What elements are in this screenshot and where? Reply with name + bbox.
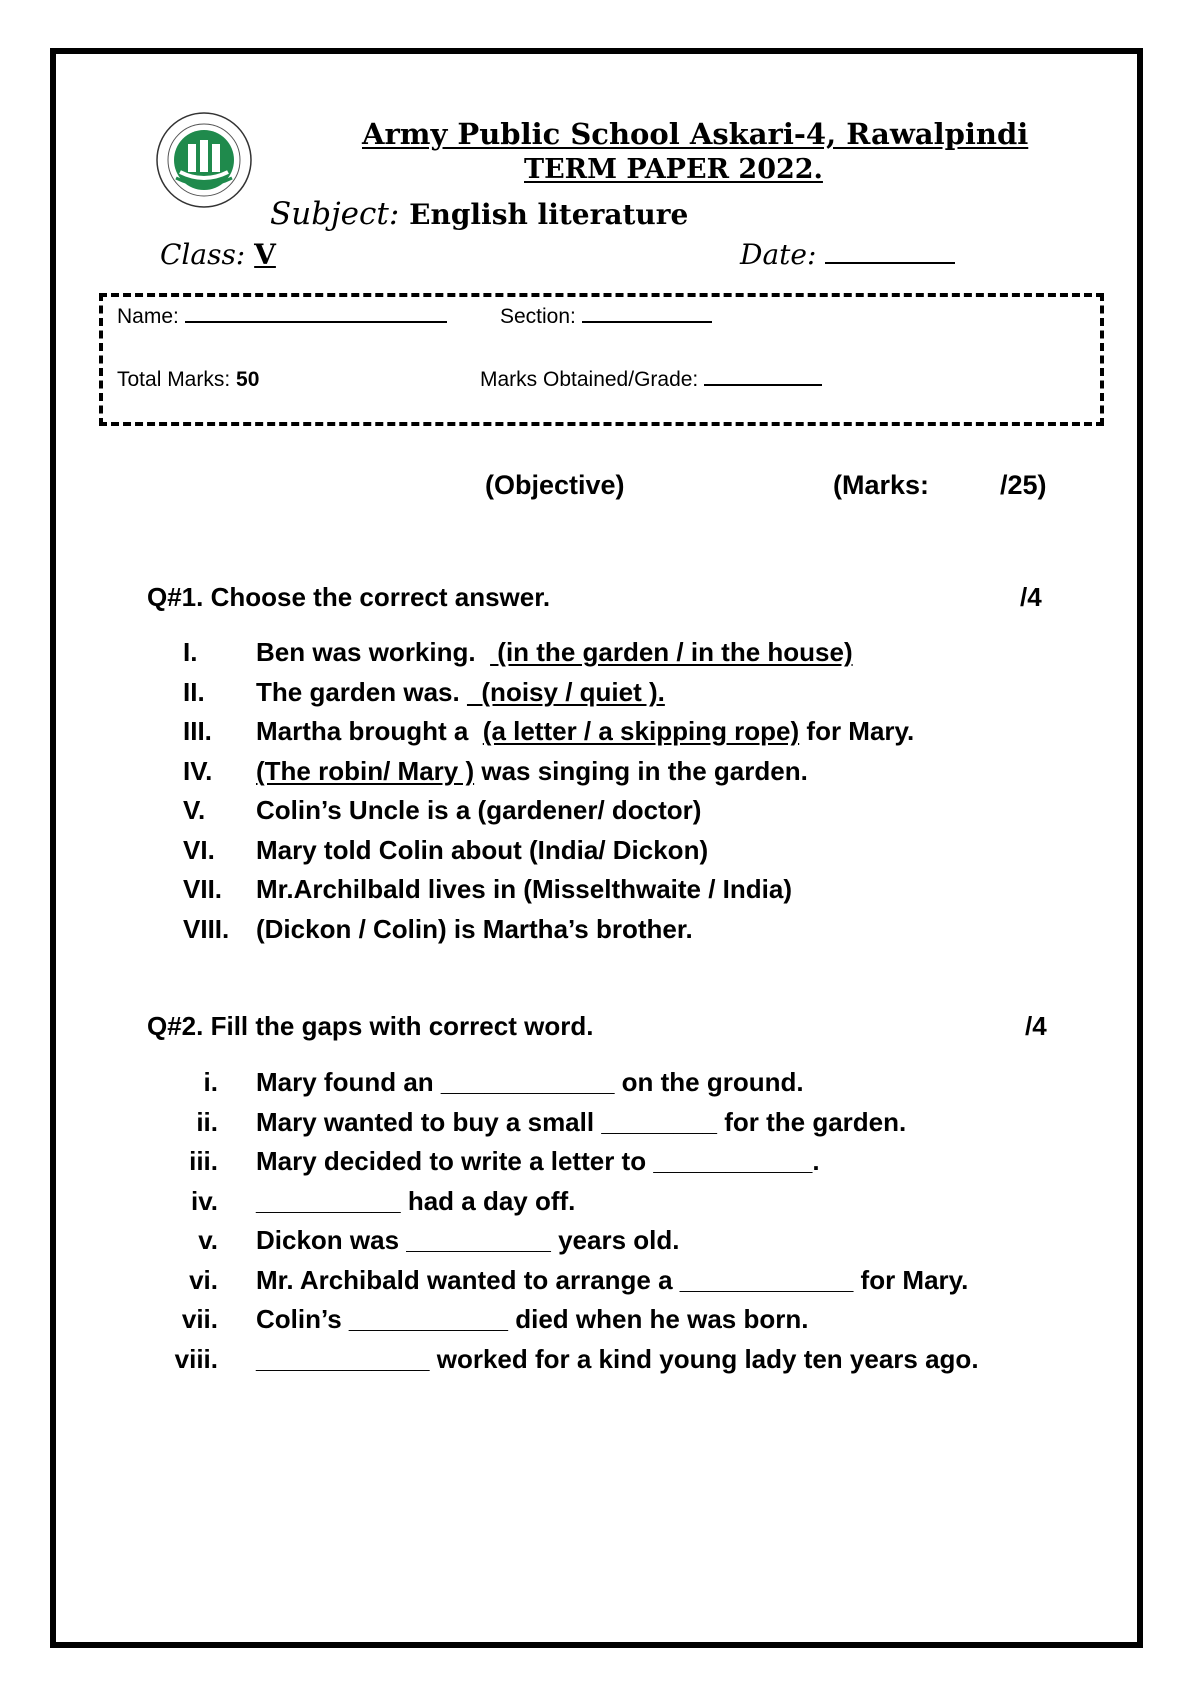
marks-obtained-blank[interactable]	[704, 383, 822, 386]
q1-item-number: IV.	[183, 756, 213, 786]
subject-value: English literature	[409, 198, 689, 231]
marks-obtained-label: Marks Obtained/Grade:	[480, 368, 699, 391]
q2-item: Mary decided to write a letter to ___________.	[256, 1146, 820, 1176]
class-label: Class:	[160, 238, 246, 271]
q2-item-number: viii.	[174, 1344, 218, 1374]
q1-item-post: for Mary.	[799, 716, 915, 746]
total-marks-value: 50	[236, 368, 260, 391]
q1-marks: /4	[1020, 582, 1042, 612]
q1-item	[256, 795, 701, 826]
q1-item-pre: The garden was.	[256, 677, 467, 707]
q1-item-number: V.	[183, 795, 206, 825]
class-value: V	[254, 238, 276, 271]
school-name: Army Public School Askari-4, Rawalpindi	[362, 117, 1029, 151]
section-label: Section:	[500, 305, 576, 328]
q1-item-pre: Ben was working.	[256, 637, 491, 667]
q2-item-number: iv.	[191, 1186, 218, 1216]
date-line	[740, 238, 955, 271]
q1-item-pre: Colin’s Uncle is a (gardener/ doctor)	[256, 795, 702, 825]
q2-item: Mr. Archibald wanted to arrange a ____________ for Mary.	[256, 1265, 969, 1295]
date-label: Date:	[740, 238, 817, 271]
q1-item-pre: (Dickon / Colin) is Martha’s brother.	[256, 914, 693, 944]
q1-item	[256, 756, 808, 787]
q1-item-number: VI.	[183, 835, 215, 865]
q2-item: Colin’s ___________ died when he was born.	[256, 1304, 809, 1334]
q1-item-u: (in the garden / in the house)	[490, 637, 853, 667]
total-marks-field	[117, 368, 259, 392]
q1-item-pre: Mary told Colin about (India/ Dickon)	[256, 835, 709, 865]
q2-item-number: i.	[203, 1067, 218, 1097]
school-logo-icon	[154, 110, 254, 210]
q2-title: Q#2. Fill the gaps with correct word.	[147, 1011, 594, 1041]
q2-item: Mary wanted to buy a small ________ for the garden.	[256, 1107, 907, 1137]
class-line	[160, 238, 276, 271]
marks-obtained-field	[480, 368, 822, 392]
q2-item: Dickon was __________ years old.	[256, 1225, 680, 1255]
q2-item: ____________ worked for a kind young lady ten years ago.	[256, 1344, 979, 1374]
q2-item: __________ had a day off.	[256, 1186, 576, 1216]
section-marks-total: /25)	[1000, 470, 1047, 500]
section-title: (Objective)	[485, 470, 625, 500]
total-marks-label: Total Marks:	[117, 368, 231, 391]
section-field	[500, 305, 712, 329]
q1-title: Q#1. Choose the correct answer.	[147, 582, 551, 612]
q1-item-u: (a letter / a skipping rope)	[482, 716, 800, 746]
q1-item	[256, 716, 914, 747]
q1-item	[256, 874, 792, 905]
q2-item-number: ii.	[196, 1107, 218, 1137]
q2-item-number: iii.	[189, 1146, 218, 1176]
q2-item-number: v.	[198, 1225, 218, 1255]
q1-item-number: VII.	[183, 874, 223, 904]
q1-item-post: was singing in the garden.	[474, 756, 808, 786]
q1-item-u: (noisy / quiet ).	[466, 677, 665, 707]
date-blank[interactable]	[825, 261, 955, 264]
section-blank[interactable]	[582, 320, 712, 323]
q1-item-pre: Mr.Archilbald lives in (Misselthwaite / India)	[256, 874, 793, 904]
term-title: TERM PAPER 2022.	[524, 154, 823, 185]
q2-item-number: vii.	[181, 1304, 218, 1334]
q1-item-u: (The robin/ Mary )	[256, 756, 475, 786]
name-blank[interactable]	[185, 320, 447, 323]
q1-item	[256, 835, 708, 866]
q1-item-number: I.	[183, 637, 198, 667]
q1-item	[256, 914, 693, 945]
q1-item	[256, 677, 665, 708]
subject-line	[270, 196, 688, 232]
q2-item: Mary found an ____________ on the ground.	[256, 1067, 804, 1097]
q1-item-number: III.	[183, 716, 212, 746]
q2-item-number: vi.	[189, 1265, 218, 1295]
section-marks-label: (Marks:	[833, 470, 930, 500]
name-field	[117, 305, 447, 329]
name-label: Name:	[117, 305, 179, 328]
q1-item-number: II.	[183, 677, 205, 707]
q1-item-pre: Martha brought a	[256, 716, 483, 746]
q1-item	[256, 637, 853, 668]
subject-label: Subject:	[270, 196, 400, 232]
q1-item-number: VIII.	[183, 914, 230, 944]
q2-marks: /4	[1025, 1011, 1047, 1041]
